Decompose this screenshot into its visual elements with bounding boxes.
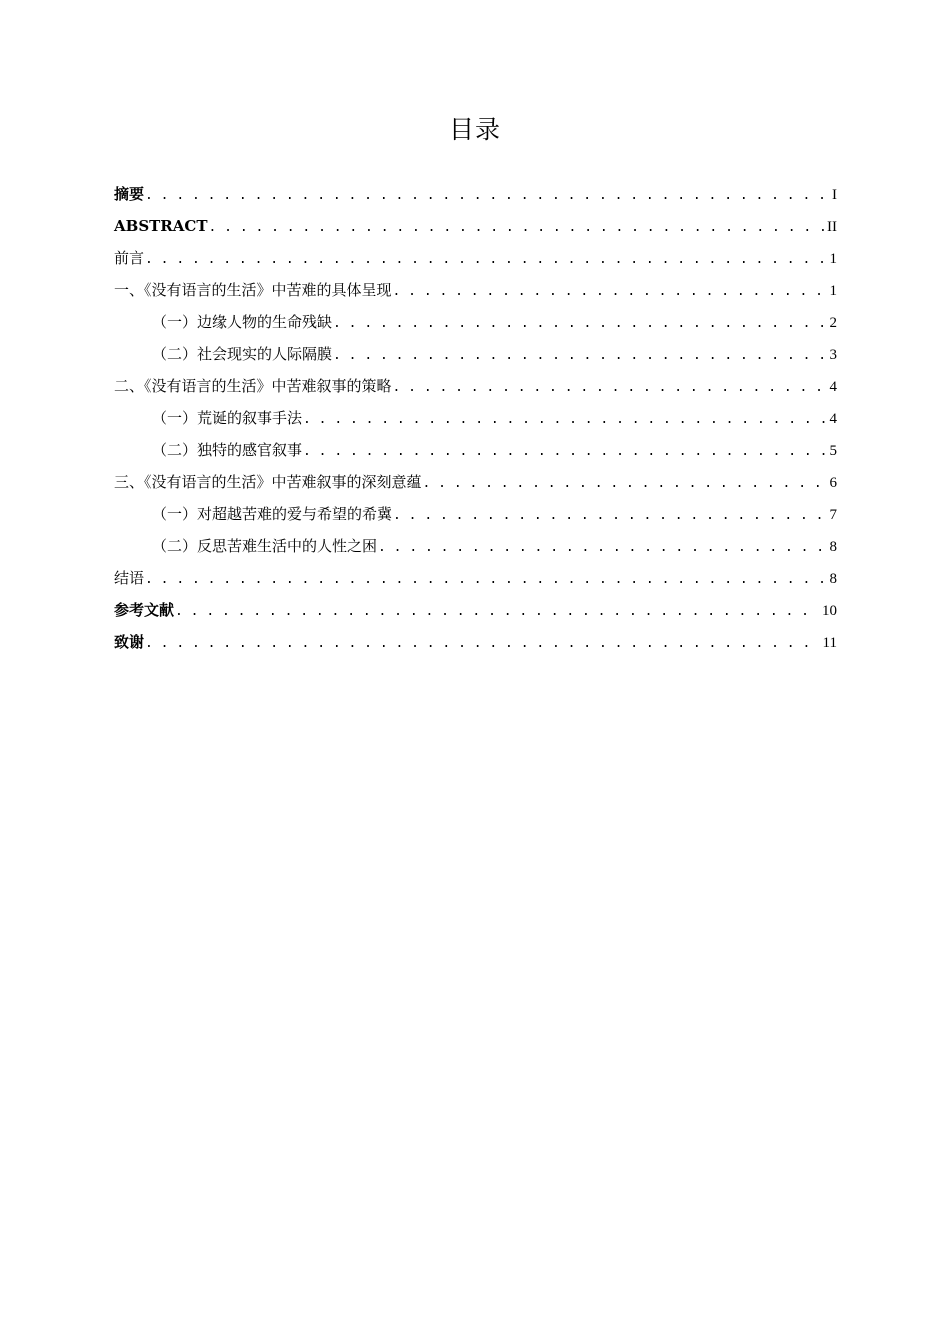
toc-entry-label: （一）对超越苦难的爱与希望的希冀 (152, 505, 393, 523)
toc-dot-leader (423, 468, 827, 500)
toc-page-number: 8 (829, 539, 837, 555)
toc-entry-preface[interactable] (114, 242, 837, 274)
toc-page-number: 7 (829, 507, 837, 523)
toc-entry-label: 致谢 (114, 633, 145, 651)
toc-dot-leader (393, 372, 827, 404)
toc-page-number: 1 (829, 283, 837, 299)
toc-page-number: 3 (829, 347, 837, 363)
toc-list (114, 178, 837, 658)
toc-dot-leader (303, 436, 826, 468)
toc-entry-label: （一）边缘人物的生命残缺 (152, 313, 333, 331)
toc-page-number: 6 (829, 475, 837, 491)
toc-entry-label: 参考文献 (114, 601, 175, 619)
toc-entry-label: （二）社会现实的人际隔膜 (152, 345, 333, 363)
toc-page-number: 8 (829, 571, 837, 587)
toc-dot-leader (303, 404, 826, 436)
toc-dot-leader (145, 628, 820, 660)
toc-entry-conclusion[interactable] (114, 562, 837, 594)
toc-page-number: 10 (822, 603, 837, 619)
toc-page-number: I (832, 187, 837, 203)
toc-page-number: 4 (829, 379, 837, 395)
toc-page-number: 1 (829, 251, 837, 267)
toc-dot-leader (175, 596, 819, 628)
toc-entry-abstract-en[interactable] (114, 210, 837, 242)
toc-entry-label: 二、《没有语言的生活》中苦难叙事的策略 (114, 377, 392, 395)
toc-page-number: 4 (829, 411, 837, 427)
toc-dot-leader (333, 308, 826, 340)
toc-entry-acknowledgements[interactable] (114, 626, 837, 658)
toc-entry-label: 摘要 (114, 185, 145, 203)
toc-entry-section-2-2[interactable] (114, 434, 837, 466)
toc-entry-section-1-1[interactable] (114, 306, 837, 338)
toc-title: 目录 (448, 115, 501, 144)
toc-entry-chapter-1[interactable] (114, 274, 837, 306)
toc-dot-leader (145, 180, 829, 212)
toc-entry-label: 前言 (114, 249, 145, 267)
toc-entry-section-2-1[interactable] (114, 402, 837, 434)
toc-page-number: II (827, 219, 837, 235)
toc-entry-label: 一、《没有语言的生活》中苦难的具体呈现 (114, 281, 392, 299)
toc-entry-chapter-3[interactable] (114, 466, 837, 498)
toc-dot-leader (209, 212, 824, 244)
toc-dot-leader (378, 532, 826, 564)
toc-dot-leader (393, 500, 826, 532)
toc-entry-abstract-cn[interactable] (114, 178, 837, 210)
toc-page-number: 5 (829, 443, 837, 459)
toc-dot-leader (145, 564, 826, 596)
toc-entry-label: 三、《没有语言的生活》中苦难叙事的深刻意蕴 (114, 473, 422, 491)
toc-entry-label: （二）独特的感官叙事 (152, 441, 303, 459)
toc-entry-label: ABSTRACT (114, 217, 208, 235)
toc-page-number: 11 (822, 635, 837, 651)
toc-entry-chapter-2[interactable] (114, 370, 837, 402)
toc-entry-label: （二）反思苦难生活中的人性之困 (152, 537, 378, 555)
toc-entry-section-3-1[interactable] (114, 498, 837, 530)
toc-entry-section-1-2[interactable] (114, 338, 837, 370)
toc-dot-leader (145, 244, 826, 276)
toc-entry-references[interactable] (114, 594, 837, 626)
toc-entry-label: 结语 (114, 569, 145, 587)
toc-dot-leader (393, 276, 827, 308)
toc-entry-label: （一）荒诞的叙事手法 (152, 409, 303, 427)
toc-entry-section-3-2[interactable] (114, 530, 837, 562)
toc-dot-leader (333, 340, 826, 372)
toc-page-number: 2 (829, 315, 837, 331)
